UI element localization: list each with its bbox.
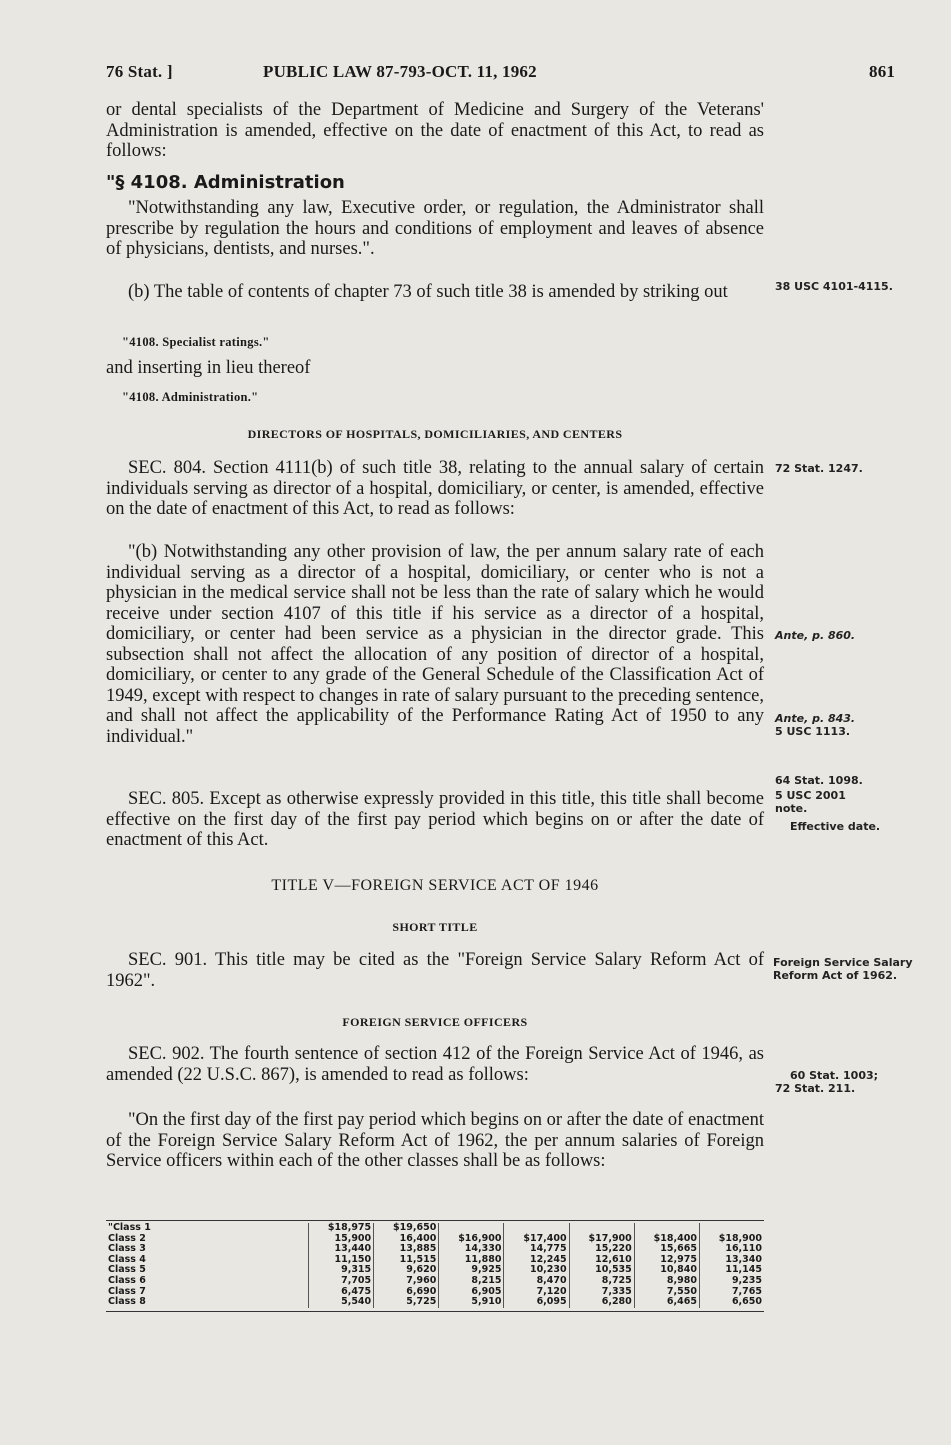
salary-table	[106, 1223, 764, 1308]
page-number: 861	[869, 62, 896, 81]
table-cell: 15,665	[634, 1244, 699, 1255]
paragraph-sec-901: SEC. 901. This title may be cited as the "Foreign Service Salary Reform Act of 1962".	[106, 950, 764, 991]
table-row-label: Class 4	[108, 1253, 146, 1265]
table-cell: 9,925	[439, 1265, 504, 1276]
table-cell: 6,280	[569, 1297, 634, 1308]
table-row-label: Class 8	[108, 1296, 146, 1308]
table-cell: 13,340	[699, 1255, 764, 1266]
table-cell: 7,960	[374, 1276, 439, 1287]
quoted-new-entry: "4108. Administration."	[122, 390, 259, 404]
paragraph-sec-804: SEC. 804. Section 4111(b) of such title 38, relating to the annual salary of certain individuals serving as director of a hospital, domiciliary, or center, is amended, effective on the date of enactment of this Act, to read as follows:	[106, 458, 764, 519]
table-row-label: Class 3	[108, 1243, 146, 1255]
table-cell: 15,220	[569, 1244, 634, 1255]
paragraph-administration: "Notwithstanding any law, Executive order, or regulation, the Administrator shall prescribe by regulation the hours and conditions of employment and leaves of absence of physicians, dentists, and nurses.".	[106, 198, 764, 259]
table-cell: 12,245	[504, 1255, 569, 1266]
table-cell: 7,765	[699, 1287, 764, 1298]
section-heading-4108: "§ 4108. Administration	[106, 172, 345, 193]
table-cell: 15,900	[309, 1234, 374, 1245]
table-cell: 10,535	[569, 1265, 634, 1276]
table-cell: 9,620	[374, 1265, 439, 1276]
table-cell: 6,650	[699, 1297, 764, 1308]
table-row-label: Class 6	[108, 1274, 146, 1286]
paragraph-salaries-intro: "On the first day of the first pay period which begins on or after the date of enactment of the Foreign Service Salary Reform Act of 1962, the per annum salaries of Foreign Service officers within each of the other classes shall be as follows:	[106, 1110, 764, 1171]
table-cell: 5,725	[374, 1297, 439, 1308]
table-cell: 11,150	[309, 1255, 374, 1266]
table-row-label: Class 7	[108, 1285, 146, 1297]
margin-note-ante-843: Ante, p. 843.	[775, 712, 856, 725]
table-cell	[439, 1223, 504, 1234]
table-cell: 9,235	[699, 1276, 764, 1287]
table-cell: 9,315	[309, 1265, 374, 1276]
header-statute-ref: 76 Stat. ]	[106, 62, 173, 81]
table-cell: 6,465	[634, 1297, 699, 1308]
paragraph-sec-805: SEC. 805. Except as otherwise expressly provided in this title, this title shall become effective on the first day of the first pay period which begins on or after the date of enactment of this Act.	[106, 789, 764, 850]
section-heading-short-title: SHORT TITLE	[392, 920, 478, 934]
table-cell: 5,910	[439, 1297, 504, 1308]
table-cell: $17,400	[504, 1234, 569, 1245]
margin-note-38-usc: 38 USC 4101-4115.	[775, 280, 893, 293]
table-cell: 6,095	[504, 1297, 569, 1308]
table-cell	[569, 1223, 634, 1234]
table-cell: 11,515	[374, 1255, 439, 1266]
table-cell	[699, 1223, 764, 1234]
header-title: PUBLIC LAW 87-793-OCT. 11, 1962	[263, 62, 537, 81]
table-row-label: Class 5	[108, 1264, 146, 1276]
section-heading-foreign-service-officers: FOREIGN SERVICE OFFICERS	[342, 1015, 528, 1029]
table-cell: 7,705	[309, 1276, 374, 1287]
table-row-label: Class 2	[108, 1232, 146, 1244]
table-cell: 12,975	[634, 1255, 699, 1266]
section-heading-directors: DIRECTORS OF HOSPITALS, DOMICILIARIES, AND CENTERS	[247, 427, 623, 441]
margin-note-72-stat-211: 72 Stat. 211.	[775, 1082, 856, 1095]
table-cell: 11,880	[439, 1255, 504, 1266]
table-cell	[634, 1223, 699, 1234]
table-cell: 6,475	[309, 1287, 374, 1298]
margin-note-ante-860: Ante, p. 860.	[775, 629, 856, 642]
paragraph-sec-902: SEC. 902. The fourth sentence of section 412 of the Foreign Service Act of 1946, as amended (22 U.S.C. 867), is amended to read as follows:	[106, 1044, 764, 1085]
table-bottom-rule	[106, 1311, 764, 1312]
margin-note-salary-reform-act: Foreign Service Salary Reform Act of 1962.	[773, 956, 913, 982]
table-cell: $19,650	[374, 1223, 439, 1234]
table-cell: 6,690	[374, 1287, 439, 1298]
table-cell: 8,725	[569, 1276, 634, 1287]
table-top-rule	[106, 1220, 764, 1221]
table-cell: 8,470	[504, 1276, 569, 1287]
table-cell: 16,110	[699, 1244, 764, 1255]
table-cell: 13,440	[309, 1244, 374, 1255]
table-cell: $18,400	[634, 1234, 699, 1245]
table-cell: 11,145	[699, 1265, 764, 1276]
table-cell: 8,980	[634, 1276, 699, 1287]
table-cell: $18,900	[699, 1234, 764, 1245]
paragraph-sec-804-b: "(b) Notwithstanding any other provision of law, the per annum salary rate of each individual serving as a director of a hospital, domiciliary, or center who is not a physician in the medical service shall not be less than the rate of salary which he would receive under section 4107 of this title if his service as a director of a hospital, domiciliary, or center had been service as a physician in the director grade. This subsection shall not affect the allocation of any position of director of a hospital, domiciliary, or center to any grade of the General Schedule of the Classification Act of 1949, except with respect to changes in rate of salary pursuant to the preceding sentence, and shall not affect the applicability of the Performance Rating Act of 1950 to any individual."	[106, 542, 764, 747]
margin-note-72-stat-1247: 72 Stat. 1247.	[775, 462, 863, 475]
paragraph-intro: or dental specialists of the Department of Medicine and Surgery of the Veterans' Administration is amended, effective on the date of enactment of this Act, to read as follows:	[106, 100, 764, 161]
table-row-label: "Class 1	[108, 1222, 151, 1233]
table-cell: 8,215	[439, 1276, 504, 1287]
margin-note-note: note.	[775, 802, 808, 815]
table-cell: 7,335	[569, 1287, 634, 1298]
table-cell: 10,230	[504, 1265, 569, 1276]
title-v-heading: TITLE V—FOREIGN SERVICE ACT OF 1946	[271, 877, 599, 894]
margin-note-5-usc-2001: 5 USC 2001	[775, 789, 846, 802]
paragraph-table-of-contents: (b) The table of contents of chapter 73 of such title 38 is amended by striking out	[128, 282, 728, 302]
table-cell: $17,900	[569, 1234, 634, 1245]
table-row	[106, 1297, 764, 1308]
table-cell: 12,610	[569, 1255, 634, 1266]
margin-note-60-stat-1003: 60 Stat. 1003;	[790, 1069, 879, 1082]
table-cell: $16,900	[439, 1234, 504, 1245]
paragraph-inserting: and inserting in lieu thereof	[106, 358, 311, 378]
margin-note-effective-date: Effective date.	[790, 820, 881, 833]
table-cell: 10,840	[634, 1265, 699, 1276]
table-row	[106, 1223, 764, 1234]
table-cell	[504, 1223, 569, 1234]
table-cell: 7,550	[634, 1287, 699, 1298]
margin-note-64-stat-1098: 64 Stat. 1098.	[775, 774, 863, 787]
table-cell: $18,975	[309, 1223, 374, 1234]
table-cell: 14,775	[504, 1244, 569, 1255]
table-cell: 5,540	[309, 1297, 374, 1308]
margin-note-5-usc-1113: 5 USC 1113.	[775, 725, 851, 738]
table-row	[106, 1276, 764, 1287]
table-cell: 7,120	[504, 1287, 569, 1298]
table-cell: 16,400	[374, 1234, 439, 1245]
table-cell: 14,330	[439, 1244, 504, 1255]
quoted-old-entry: "4108. Specialist ratings."	[122, 335, 270, 349]
table-cell: 13,885	[374, 1244, 439, 1255]
table-cell: 6,905	[439, 1287, 504, 1298]
